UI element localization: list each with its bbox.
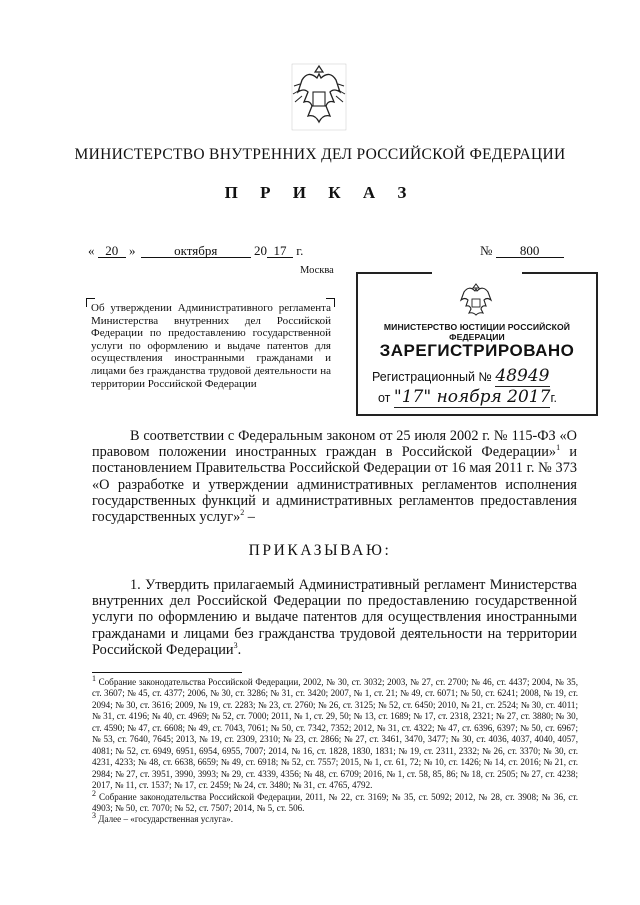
ministry-heading: МИНИСТЕРСТВО ВНУТРЕННИХ ДЕЛ РОССИЙСКОЙ ФЕДЕРАЦИИ	[74, 146, 566, 163]
city: Москва	[300, 265, 334, 276]
stamp-top-border-left	[356, 272, 432, 274]
stamp-emblem-icon	[456, 282, 496, 316]
stamp-ministry: МИНИСТЕРСТВО ЮСТИЦИИ РОССИЙСКОЙ ФЕДЕРАЦИИ	[383, 322, 571, 342]
footnote-3-text: Далее – «государственная услуга».	[96, 814, 233, 825]
order-date	[88, 243, 303, 259]
date-day: 20	[98, 244, 126, 258]
footnote-ref-3: 3	[233, 641, 238, 651]
stamp-top-border-right	[522, 272, 598, 274]
stamp-date-suffix: г.	[550, 391, 557, 405]
clause-1-paragraph	[92, 577, 577, 658]
footnote-2	[92, 788, 578, 815]
stamp-registration-number	[372, 366, 550, 386]
stamp-registration-date	[378, 387, 557, 407]
preamble-text-b: и постановлением Правительства Российской Федерации от 16 мая 2011 г. № 373 «О разработке и утверждении административных регламентов исполнения государственных функций и административных регламентов предоставления государственных услуг»	[92, 444, 577, 526]
date-year-prefix: 20	[254, 243, 267, 258]
footnote-1-text: Собрание законодательства Российской Федерации, 2002, № 30, ст. 3032; 2003, № 27, ст. 2700; № 46, ст. 4437; 2004, № 35, ст. 3607; № 45, ст. 4377; 2006, № 30, ст. 3286; № 31, ст. 3420; 2007, № 1, ст. 21; № 49, ст. 6071; № 50, ст. 6241; 2008, № 19, ст. 2094; № 30, ст. 3616; 2009, № 19, ст. 2283; № 23, ст. 2760; № 26, ст. 3125; № 52, ст. 6450; 2010, № 21, ст. 2524; № 30, ст. 4011; № 31, ст. 4196; № 40, ст. 4969; № 52, ст. 7000; 2011, № 1, ст. 29, 50; № 13, ст. 1689; № 17, ст. 2318, 2321; № 27, ст. 3880; № 30, ст. 4590; № 47, ст. 6608; № 49, ст. 7043, 7061; № 50, ст. 7342, 7352; 2012, № 31, ст. 4322; № 47, ст. 6396, 6397; № 50, ст. 6967; № 53, ст. 7640, 7645; 2013, № 19, ст. 2309, 2310; № 23, ст. 2866; № 27, ст. 3461, 3470, 3477; № 30, ст. 4036, 4037, 4040, 4057, 4081; № 52, ст. 6949, 6951, 6954, 6955, 7007; 2014, № 16, ст. 1828, 1830, 1831; № 19, ст. 2311, 2332; № 26, ст. 3370; № 30, ст. 4231, 4233; № 48, ст. 6638, 6659; № 49, ст. 6918; № 52, ст. 7557; 2015, № 1, ст. 61, 72; № 10, ст. 1426; № 14, ст. 2016; № 21, ст. 2984; № 27, ст. 3951, 3990, 3993; № 29, ст. 4339, 4356; № 48, ст. 6709; 2016, № 1, ст. 58, 85, 86; № 18, ст. 2505; № 27, ст. 4238; 2017, № 11, ст. 1537; № 17, ст. 2459; № 24, ст. 3480; № 31, ст. 4765, 4792.	[92, 677, 578, 791]
footnote-ref-1: 1	[556, 443, 561, 453]
footnotes	[92, 673, 578, 826]
stamp-reg-number-value: 48949	[495, 366, 550, 386]
order-subject: Об утверждении Административного регламента Министерства внутренних дел Российской Федерации по предоставлению государственной услуги по оформлению и выдаче патентов для осуществления иностранными гражданами и лицами без гражданства трудовой деятельности на территории Российской Федерации	[91, 302, 331, 390]
date-year-abbr: г.	[296, 243, 304, 258]
date-open-quote: «	[88, 243, 95, 258]
orders-heading: ПРИКАЗЫВАЮ:	[248, 542, 392, 559]
footnote-3-mark: 3	[92, 811, 96, 821]
footnote-1	[92, 673, 578, 792]
preamble-text-a: В соответствии с Федеральным законом от 25 июля 2002 г. № 115-ФЗ «О правовом положении иностранных граждан в Российской Федерации»	[92, 428, 577, 461]
date-close-quote: »	[129, 243, 136, 258]
footnote-1-mark: 1	[92, 673, 96, 683]
footnote-2-text: Собрание законодательства Российской Федерации, 2011, № 22, ст. 3169; № 35, ст. 5092; 2012, № 28, ст. 3908; № 36, ст. 4903; № 50, ст. 7070; № 52, ст. 7507; 2014, № 5, ст. 506.	[92, 791, 578, 813]
footnote-3	[92, 811, 578, 825]
stamp-registered: ЗАРЕГИСТРИРОВАНО	[379, 341, 575, 360]
clause-1-text: 1. Утвердить прилагаемый Административный регламент Министерства внутренних дел Российской Федерации по предоставлению государственной услуги по оформлению и выдаче патентов для осуществления иностранными гражданами и лицами без гражданства трудовой деятельности на территории Российской Федерации	[92, 577, 577, 658]
footnote-ref-2: 2	[240, 508, 245, 518]
stamp-reg-label: Регистрационный №	[372, 370, 492, 384]
stamp-date-value: "17" ноября 2017	[393, 387, 551, 407]
footnote-separator	[92, 672, 242, 673]
stamp-date-prefix: от	[378, 391, 391, 405]
number-sign: №	[480, 243, 493, 258]
order-number	[480, 243, 564, 259]
clause-1-end: .	[237, 641, 242, 658]
registration-stamp	[356, 272, 598, 416]
document-type-title: П Р И К А З	[224, 183, 416, 202]
preamble-paragraph	[92, 428, 577, 525]
date-month: октября	[141, 244, 251, 258]
order-number-value: 800	[496, 244, 564, 258]
coat-of-arms-emblem	[290, 62, 348, 132]
preamble-text-c: –	[244, 509, 255, 526]
date-year-suffix: 17	[267, 244, 293, 258]
footnote-2-mark: 2	[92, 788, 96, 798]
